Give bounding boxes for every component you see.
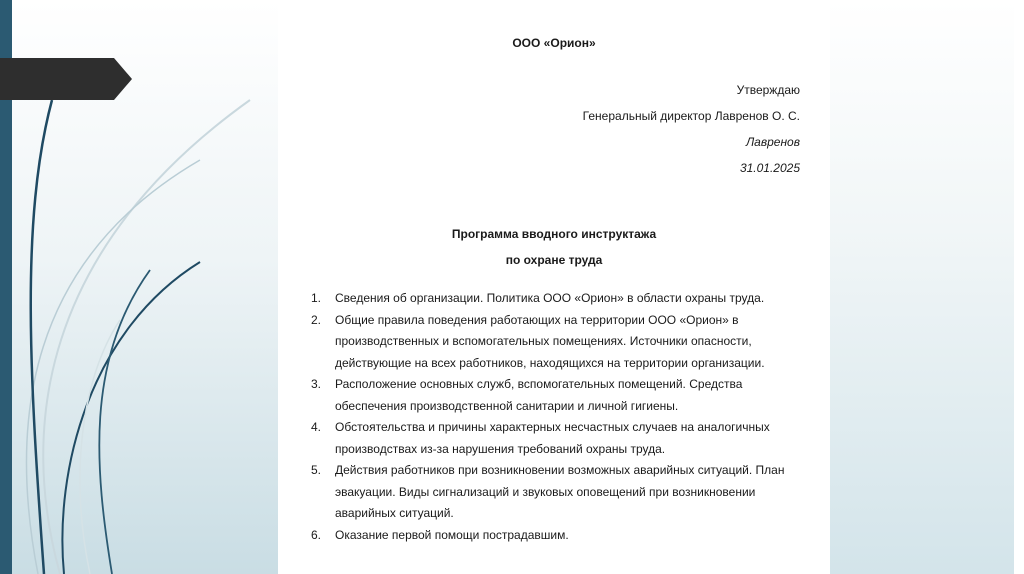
list-item-text: Сведения об организации. Политика ООО «Орион» в области охраны труда. <box>335 291 765 305</box>
swirl-line-dark-3 <box>99 270 150 574</box>
program-title-line-1: Программа вводного инструктажа <box>451 227 657 241</box>
list-item <box>311 288 811 310</box>
swirl-line-dark-1 <box>31 100 52 574</box>
approval-block <box>583 77 800 181</box>
document-page <box>278 0 830 574</box>
list-item-number: 1. <box>311 291 322 305</box>
swirl-line-light-1 <box>43 100 250 574</box>
list-item <box>311 310 811 375</box>
list-item <box>311 417 811 460</box>
list-item <box>311 460 811 525</box>
company-name: ООО «Орион» <box>512 36 596 50</box>
list-item-text: Обстоятельства и причины характерных несчастных случаев на аналогичных производствах из-за нарушения требований охраны труда. <box>335 420 770 456</box>
program-title-line-2: по охране труда <box>505 253 603 267</box>
list-item-number: 2. <box>311 312 322 327</box>
right-background-panel <box>830 0 1024 574</box>
list-item-number: 5. <box>311 463 322 477</box>
approval-date: 31.01.2025 <box>739 161 800 175</box>
list-item <box>311 374 811 417</box>
arrow-banner-shape <box>0 58 132 100</box>
list-item-number: 4. <box>311 420 322 434</box>
approve-word: Утверждаю <box>736 83 800 97</box>
program-title <box>278 221 830 273</box>
list-item <box>311 525 811 547</box>
list-item-text: Оказание первой помощи пострадавшим. <box>335 527 569 542</box>
list-item-number: 6. <box>311 527 322 542</box>
list-item-text: Общие правила поведения работающих на территории ООО «Орион» в производственных и вспомогательных помещениях. Источники опасности, действующие на всех работников, находящихся на территории организации. <box>335 312 765 370</box>
approver-position: Генеральный директор Лавренов О. С. <box>582 109 800 123</box>
program-items-list <box>311 288 811 546</box>
right-edge-stripe <box>1014 0 1024 574</box>
signature: Лавренов <box>745 135 800 149</box>
list-item-text: Расположение основных служб, вспомогательных помещений. Средства обеспечения производственной санитарии и личной гигиены. <box>335 377 743 413</box>
list-item-text: Действия работников при возникновении возможных аварийных ситуаций. План эвакуации. Виды сигнализаций и звуковых оповещений при возникновении аварийных ситуаций. <box>335 463 785 520</box>
list-item-number: 3. <box>311 377 322 391</box>
